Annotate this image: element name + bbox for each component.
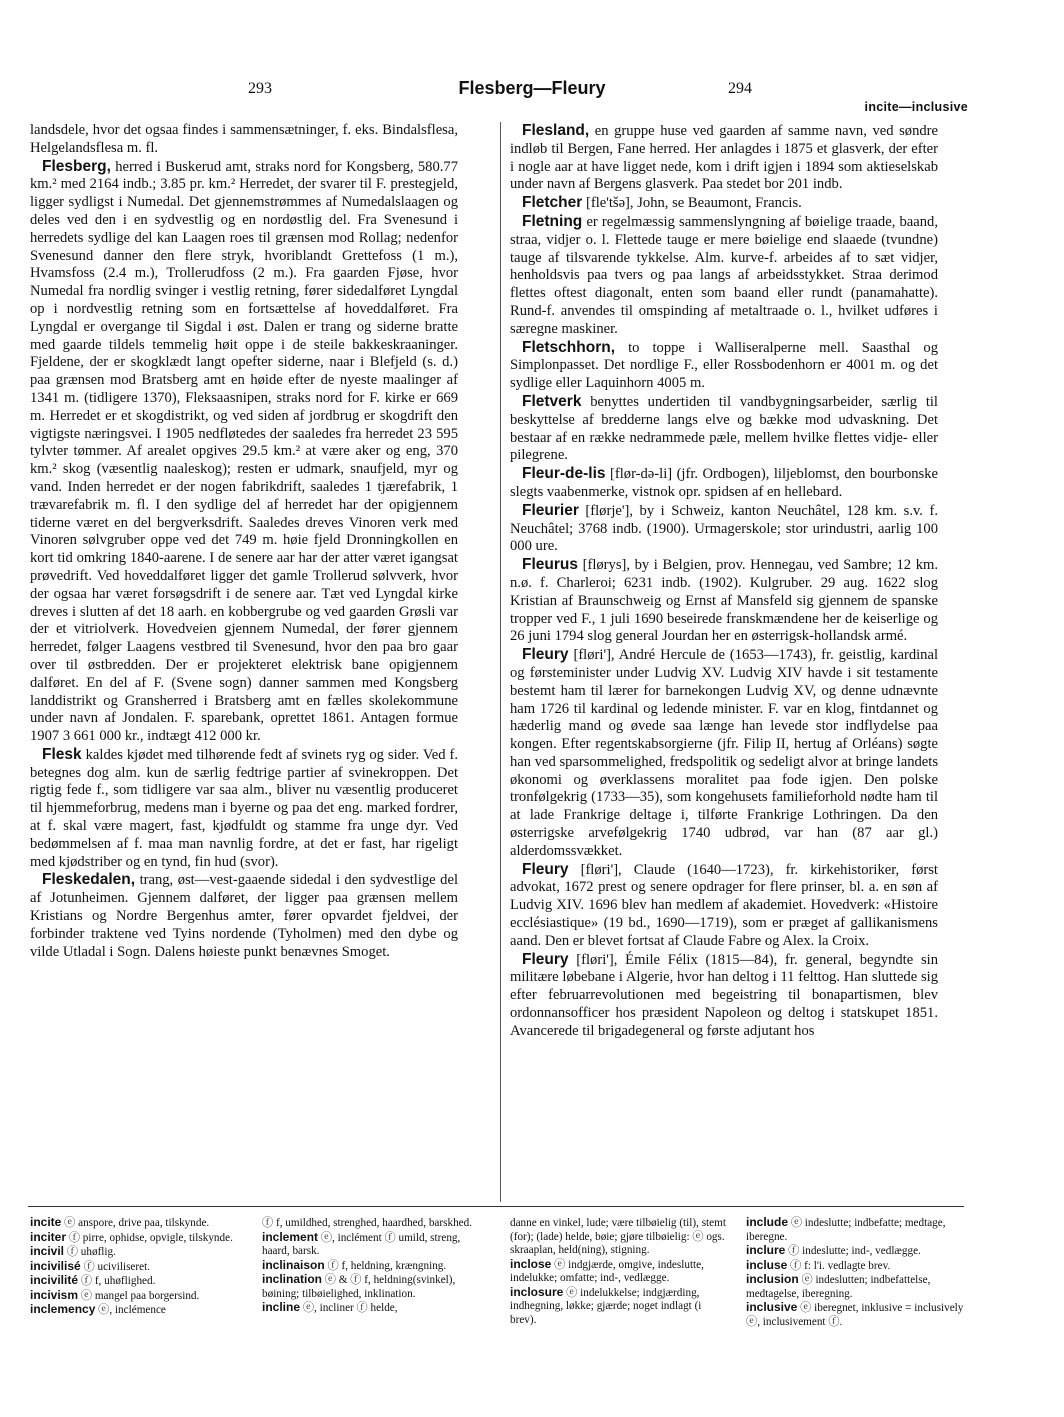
entry-fletschhorn: Fletschhorn, to toppe i Walliseralperne mell. Saasthal og Simplonpasset. Det nordlige F., eller Rossbodenhorn er 4001 m. og det sydlige eller Laquinhorn 4005 m. bbox=[510, 338, 938, 392]
footer-entry: incline ⓔ, incliner ⓕ helde, bbox=[262, 1300, 398, 1314]
entry-flesk: Flesk kaldes kjødet med tilhørende fedt af svinets ryg og sider. Ved f. betegnes dog alm. kun de særlig fedtrige partier af svinekroppen. Det rigtig fede f., som tidligere var saa alm., bliver nu væsentlig produceret til hjemmeforbrug, medens man i byerne og paa det eng. marked fordrer, at f. skal være magert, fast, kjødfuldt og stamme fra unge dyr. Ved bedømmelsen af f. maa man navnlig fordre, at det er fast, har rigeligt med kjødstriber og en tynd, fin hud (svor). bbox=[30, 745, 458, 870]
running-title: Flesberg—Fleury bbox=[458, 78, 606, 98]
footer-entry: incivilisé ⓕ uciviliseret. bbox=[30, 1258, 150, 1273]
footer-divider bbox=[28, 1206, 964, 1207]
footer-entry: inclinaison ⓕ f, heldning, krængning. bbox=[262, 1257, 447, 1272]
column-divider bbox=[500, 122, 501, 1202]
footer-entry: inclusive ⓔ iberegnet, inklusive = inclusively ⓔ, inclusivement ⓕ. bbox=[746, 1300, 964, 1328]
page-number-left: 293 bbox=[248, 80, 272, 97]
footer-entry: inclosure ⓔ indelukkelse; indgjærding, indhegning, løkke; gjærde; noget indlagt (i brev). bbox=[510, 1284, 702, 1326]
footer-entry: inclure ⓕ indeslutte; ind-, vedlægge. bbox=[746, 1243, 921, 1257]
footer-dictionary-col-1 bbox=[30, 1216, 250, 1318]
entry-fleur-de-lis: Fleur-de-lis [flør-də-li] (jfr. Ordbogen), liljeblomst, den bourbonske slegts vaabenmerke, vistnok opr. spidsen af en hellebard. bbox=[510, 465, 938, 500]
footer-dictionary-col-3 bbox=[510, 1216, 730, 1327]
footer-entry: danne en vinkel, lude; være tilbøielig (til), stemt (for); (lade) helde, bøie; gjøre tilbøielig: ⓔ ogs. skraaplan, held(ning), stigning. bbox=[510, 1217, 726, 1256]
footer-entry: inciter ⓕ pirre, ophidse, opvigle, tilskynde. bbox=[30, 1229, 233, 1244]
footer-entry: incivilité ⓕ f, uhøflighed. bbox=[30, 1273, 156, 1287]
footer-dictionary-col-4 bbox=[746, 1216, 966, 1329]
entry-fletning: Fletning er regelmæssig sammenslyngning af bøielige traade, baand, straa, vidjer o. l. Flettede tauge er mere bøielige end slaaede (tvundne) tauge af tilsvarende tykkelse. Alm. kurve-f. arbeides af to sæt vidjer, henholdsvis paa tvers og paa langs af arbeidsstykket. Straa derimod flettes oftest diagonalt, enten som baand eller rundt (panamahatte). Rund-f. anvendes til omspinding af metaltraade o. l., hvilket udføres i særegne maskiner. bbox=[510, 212, 938, 337]
entry-fleury-emile: Fleury [fløri'], Émile Félix (1815—84), fr. general, begyndte sin militære løbebane i Algerie, hvor han deltog i 11 felttog. Han sluttede sig efter februarrevolutionen med begeistring til bonapartismen, blev ordonnansofficer hos præsident Napoleon og deltog i statskupet 1851. Avancerede til brigadegeneral og første adjutant hos bbox=[510, 950, 938, 1039]
footer-dictionary-col-2 bbox=[262, 1216, 482, 1316]
entry-flesland: Flesland, en gruppe huse ved gaarden af samme navn, ved søndre indløb til Bergen, Fane herred. Her anlagdes i 1875 et glasverk, der efter i nogle aar at have ligget nede, kom i drift igjen i 1894 som aktieselskab under navn af Bergens glasverk. Paa stedet bor 201 indb. bbox=[510, 122, 938, 193]
right-column bbox=[510, 122, 938, 1041]
footer-entry: ⓕ f, umildhed, strenghed, haardhed, barskhed. bbox=[262, 1217, 473, 1229]
footer-entry: incite ⓔ anspore, drive paa, tilskynde. bbox=[30, 1215, 210, 1229]
entry-fleury-andre: Fleury [fløri'], André Hercule de (1653—1743), fr. geistlig, kardinal og førsteminister under Ludvig XV. Ludvig XIV havde i sit testamente bestemt ham til lærer for barnekongen Ludvig XV, og denne udnævnte ham 1726 til kardinal og ledende minister. F. var en klog, fintdannet og hæderlig mand og øvede saa længe han levede stor indflydelse paa kongen. Efter regentskabsorgierne (jfr. Filip II, hertug af Orléans) søgte han ved sparsommelighed, fredspolitik og sedeligt alvor at bringe landets økonomi og øverklassens moralitet paa fode igjen. Den polske tronfølgekrig (1733—35), som kongehusets familieforhold nødte ham til at lade Frankrige deltage i, tilførte Frankrige Lothringen. Da den østerrigske arvefølgekrig 1740 udbrød, var han (87 aar gl.) alderdomssvækket. bbox=[510, 646, 938, 859]
entry-fleskedalen: Fleskedalen, trang, øst—vest-gaaende sidedal i den sydvestlige del af Jotunheimen. Gjennem dalføret, der ligger paa grænsen mellem Kristians og Nordre Bergenhus amter, fører opvardet fjeldvei, der forbinder traktene ved Tyins nordende (Tyholmen) med den dybe og vilde Utladal i Sogn. Dalens høieste punkt benævnes Smoget. bbox=[30, 871, 458, 960]
footer-entry: inclination ⓔ & ⓕ f, heldning(svinkel), bøining; tilbøielighed, inklination. bbox=[262, 1272, 456, 1300]
footer-entry: inclusion ⓔ indeslutten; indbefattelse, medtagelse, iberegning. bbox=[746, 1272, 931, 1300]
entry-fletverk: Fletverk benyttes undertiden til vandbygningsarbeider, særlig til beskyttelse af bredderne langs elve og bække mod udvaskning. Det bestaar af en række nedrammede pæle, mellem hvilke flettes vidje- eller pilegrene. bbox=[510, 392, 938, 464]
footer-entry: inclement ⓔ, inclément ⓕ umild, streng, haard, barsk. bbox=[262, 1229, 461, 1257]
entry-fleurier: Fleurier [flørje'], by i Schweiz, kanton Neuchâtel, 128 km. s.v. f. Neuchâtel; 3768 indb. (1900). Urmagerskole; stor urindustri, aarlig 100 000 ure. bbox=[510, 501, 938, 555]
left-column bbox=[30, 122, 458, 961]
entry-continuation: landsdele, hvor det ogsaa findes i sammensætninger, f. eks. Bindalsflesa, Helgelandsflesa m. fl. bbox=[30, 122, 458, 156]
entry-fleury-claude: Fleury [fløri'], Claude (1640—1723), fr. kirkehistoriker, først advokat, 1672 prest og senere opdrager for flere prinser, bl. a. en søn af Ludvig XIV. 1696 blev han medlem af akademiet. Hovedverk: «Histoire ecclésiastique» (19 bd., 1690—1719), som er præget af gallikanismens aand. Den er blevet fortsat af Claude Fabre og Alex. la Croix. bbox=[510, 860, 938, 949]
entry-fleurus: Fleurus [flørys], by i Belgien, prov. Hennegau, ved Sambre; 12 km. n.ø. f. Charleroi; 6231 indb. (1902). Kulgruber. 29 aug. 1622 slog Kristian af Braunschweig og Ernst af Mansfeld sig gjennem de spanske tropper ved F., 1 juli 1690 beseirede franskmændene her de keiserlige og 26 juni 1794 slog general Jourdan her en østerrigsk-hollandsk armé. bbox=[510, 556, 938, 645]
footer-entry: incluse ⓕ f: l'i. vedlagte brev. bbox=[746, 1257, 891, 1272]
footer-entry: incivil ⓕ uhøflig. bbox=[30, 1244, 116, 1258]
guide-words: incite—inclusive bbox=[864, 100, 968, 114]
entry-fletcher: Fletcher [fle'tšə], John, se Beaumont, Francis. bbox=[522, 194, 802, 212]
footer-entry: inclemency ⓔ, inclémence bbox=[30, 1302, 166, 1316]
entry-flesberg: Flesberg, herred i Buskerud amt, straks nord for Kongsberg, 580.77 km.² med 2164 indb.; 3.85 pr. km.² Herredet, der svarer til F. prestegjeld, ligger sydligst i Numedal. Det gjennemstrømmes af Numedalslaagen og deles ved den i en sydvestlig og en nordøstlig del. Fra Svenesund i herredets sydlige del kan Laagen roes til grænsen mod Rollag; nedenfor Svenesund danner den flere stryk, hvoriblandt Grettefoss (1 m.), Hvamsfoss (2.4 m.), Trollerudfoss (2 m.). Fra gaarden Fjøse, hvor Numedal fra nordlig svinger i vestlig retning, fører sidedalføret Lyngdal op i nordvestlig retning som en fortsættelse af hoveddalføret. Fra Lyngdal er overgange til Sigdal i øst. Dalen er trang og siderne bratte med gaarde tildels temmelig høit oppe i de steile bakkeskraaninger. Fjeldene, der er skogklædt langt opefter siderne, naar i Blefjeld (s. d.) paa grænsen mod Bratsberg amt en høide efter de nyeste maalinger af 1341 m. (tidligere 1370), Fleksaasnipen, straks nord for F. kirke er 669 m. Herredet er et skogdistrikt, og ved siden af jordbrug er skogdrift den vigtigste næringsvei. I 1905 nedfløtedes der saaledes fra herredet 23 595 tylvter tømmer. Af arealet opgives 29.5 km.² at være aker og eng, 370 km.² skog (væsentlig naaleskog); resten er udmark, snaufjeld, myr og vand. Inden herredet er der nogen fabrikdrift, saaledes 1 tjærefabrik, 1 trævarefabrik m. fl. I den sydlige del af herredet har der opigjennem tiderne været en del bergverksdrift. Saaledes dreves Vinoren verk med Vinoren sølvgruber oppe ved det 749 m. høie fjeld Dronningkollen en kort tid omkring 1840-aarene. I de senere aar har der atter været igangsat prøvedrift. Ved hoveddalføret ligger det gamle Trollerud sølvverk, hvor der ogsaa har været forsøgsdrift i de senere aar. Tæt ved Lyngdal kirke dreves i slutten af det 18 aarh. en kobbergrube og ved gaarden Grøsli var der et vitriolverk. Hovedveien gjennem Numedal, der fører gjennem herredet, følger Laagens vestbred til Svenesund, hvor den paa bro gaar over til østbredden. Der er projekteret elektrisk bane opigjennem dalføret. En del af F. (Svene sogn) danner sammen med Kongsberg landdistrikt og Gransherred i Bratsberg amt en fælles skolekommune under navn af Jondalen. F. sparebank, oprettet 1861. Antagen formue 1907 3 661 000 kr., indtægt 412 000 kr. bbox=[30, 157, 458, 745]
footer-entry: include ⓔ indeslutte; indbefatte; medtage, iberegne. bbox=[746, 1215, 946, 1243]
footer-entry: inclose ⓔ indgjærde, omgive, indeslutte, indelukke; omfatte; ind-, vedlægge. bbox=[510, 1256, 704, 1284]
page-number-right: 294 bbox=[728, 80, 752, 97]
footer-entry: incivism ⓔ mangel paa borgersind. bbox=[30, 1287, 200, 1302]
